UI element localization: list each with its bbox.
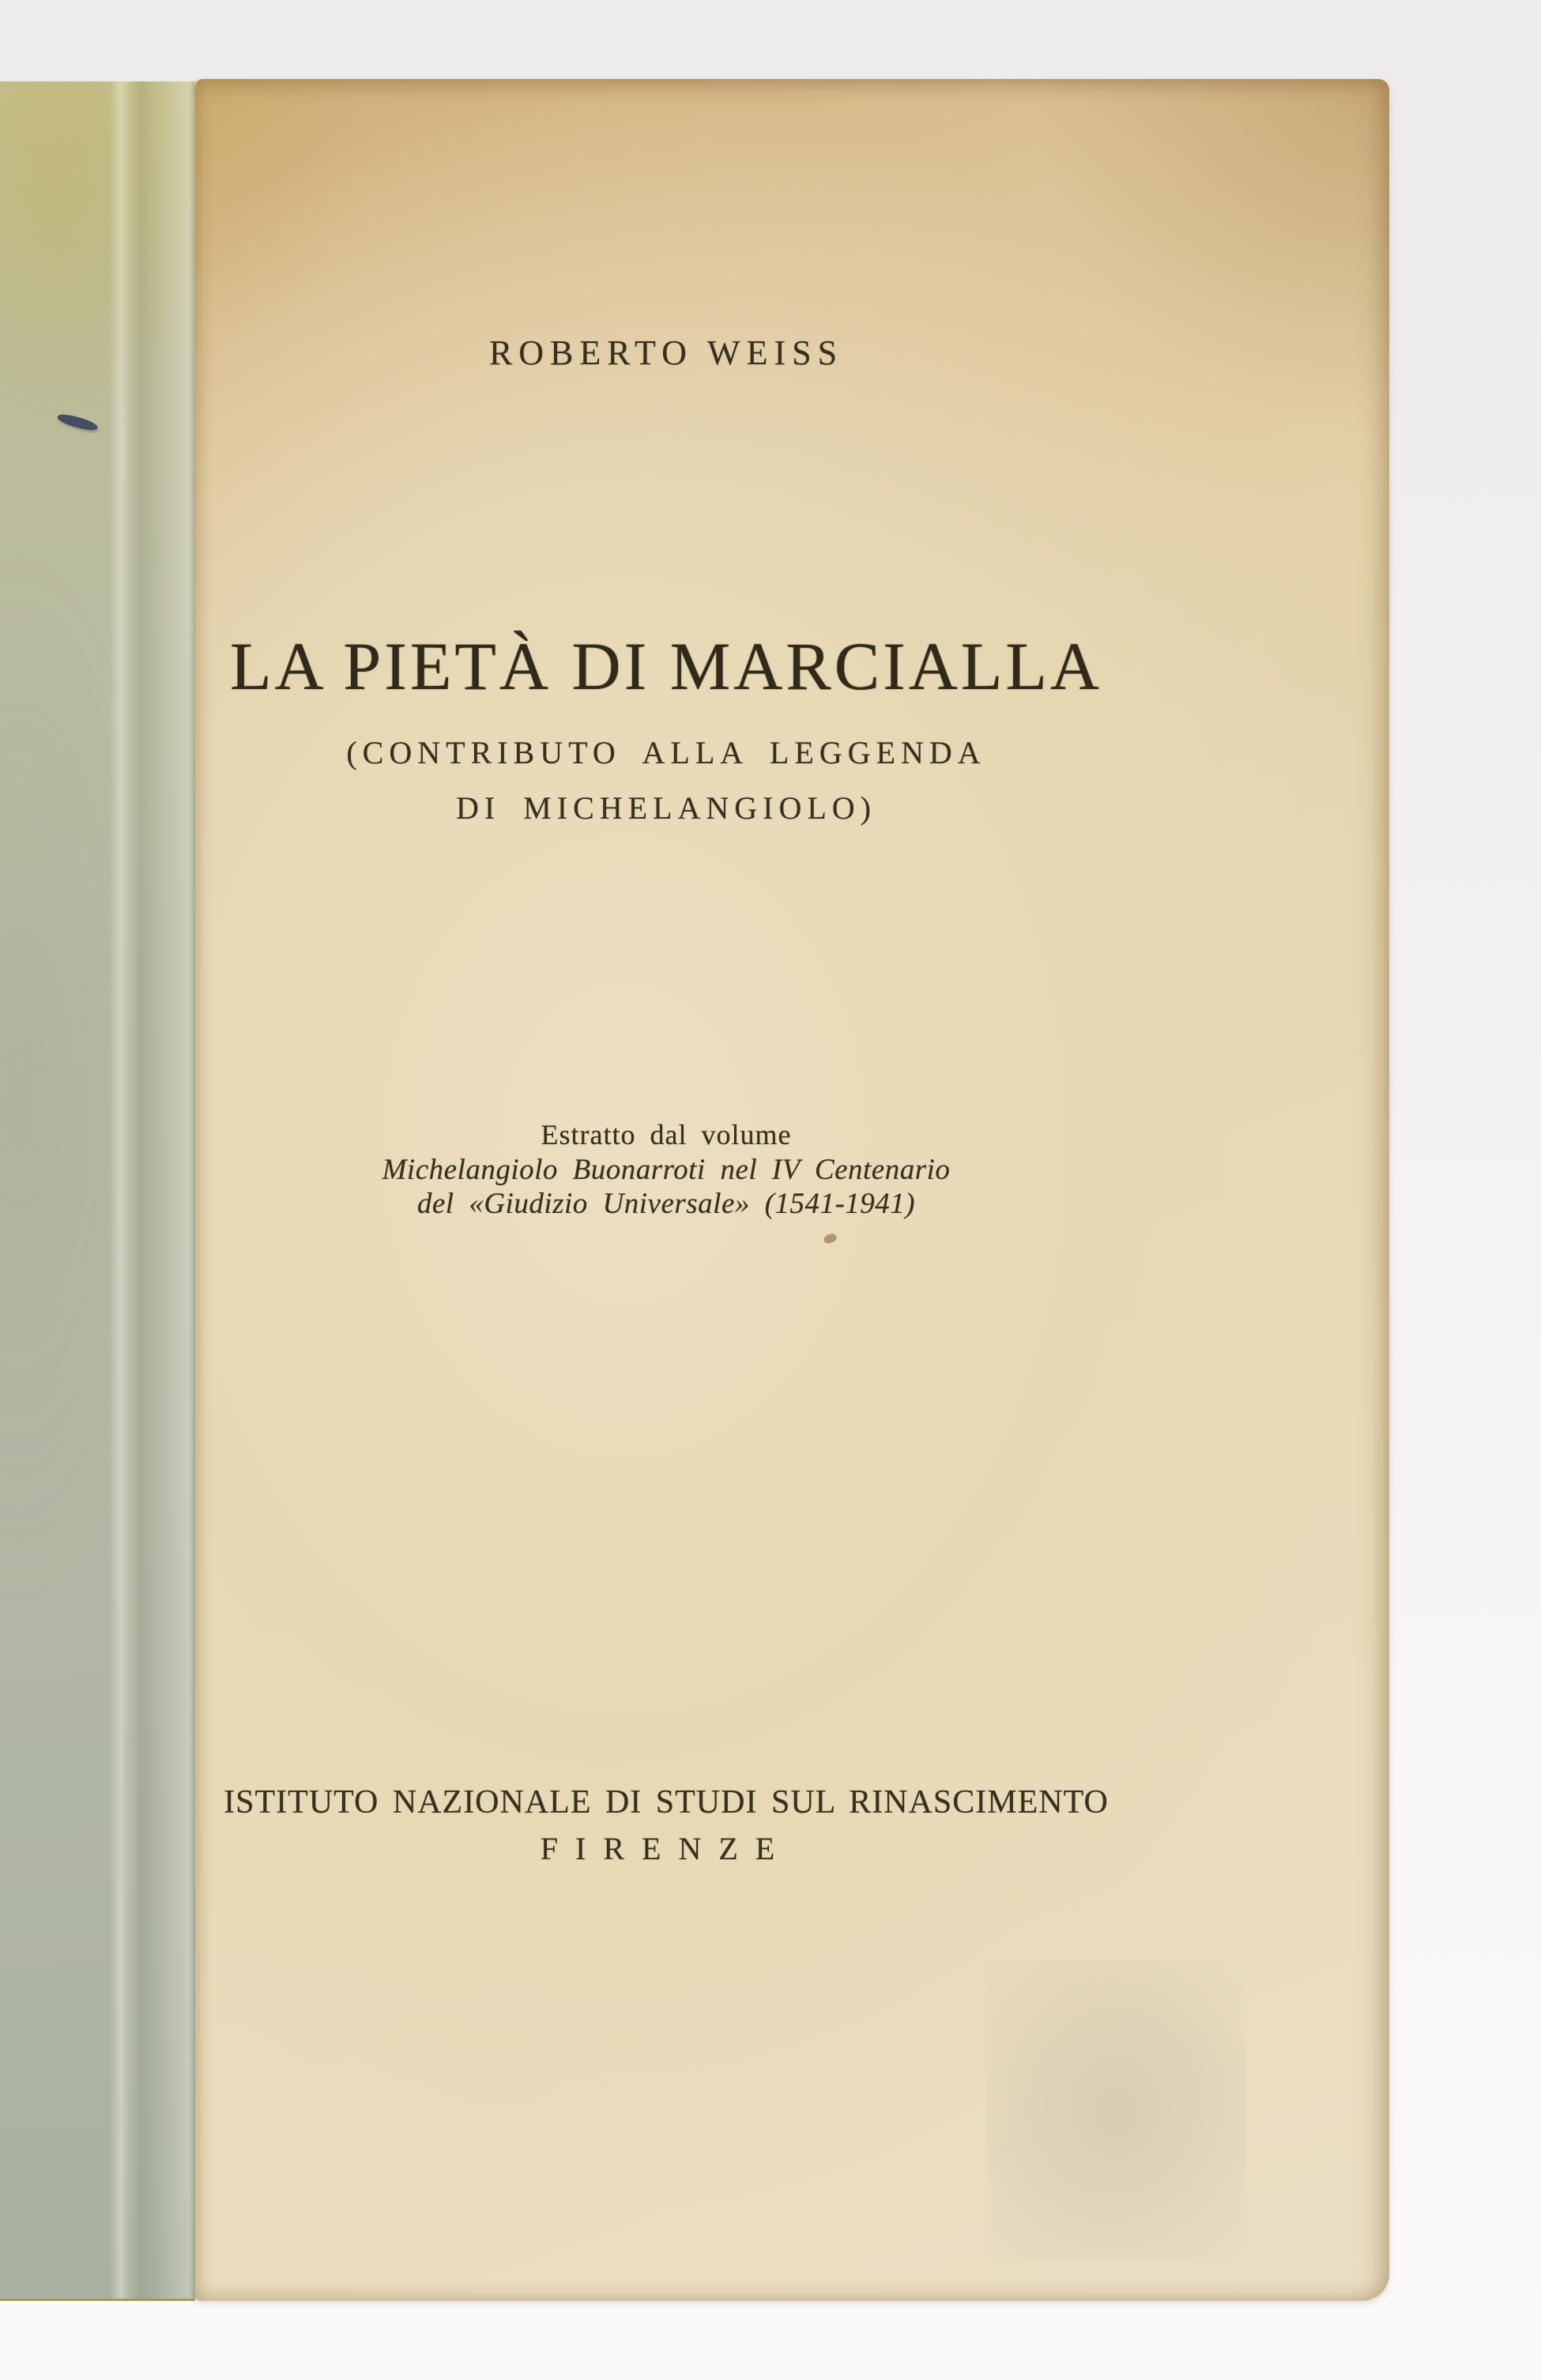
subtitle-line-1: (CONTRIBUTO ALLA LEGGENDA [346, 735, 986, 770]
back-cover-strip [0, 81, 195, 2301]
book-title: LA PIETÀ DI MARCIALLA [230, 628, 1102, 704]
imprint-note-line-3: del «Giudizio Universale» (1541-1941) [416, 1188, 916, 1220]
title-page [195, 79, 1389, 2301]
publisher-name: ISTITUTO NAZIONALE DI STUDI SUL RINASCIMENTO [224, 1784, 1109, 1821]
author-name: ROBERTO WEISS [488, 333, 844, 372]
cover-fold-crease [0, 81, 195, 2299]
subtitle-line-2: DI MICHELANGIOLO) [455, 790, 877, 826]
booklet [0, 79, 1391, 2301]
publisher-city: FIRENZE [540, 1831, 793, 1866]
imprint-note-line-2: Michelangiolo Buonarroti nel IV Centenario [382, 1154, 951, 1186]
imprint-note-line-1: Estratto dal volume [541, 1119, 792, 1150]
title-page-text-block [216, 79, 1117, 2301]
